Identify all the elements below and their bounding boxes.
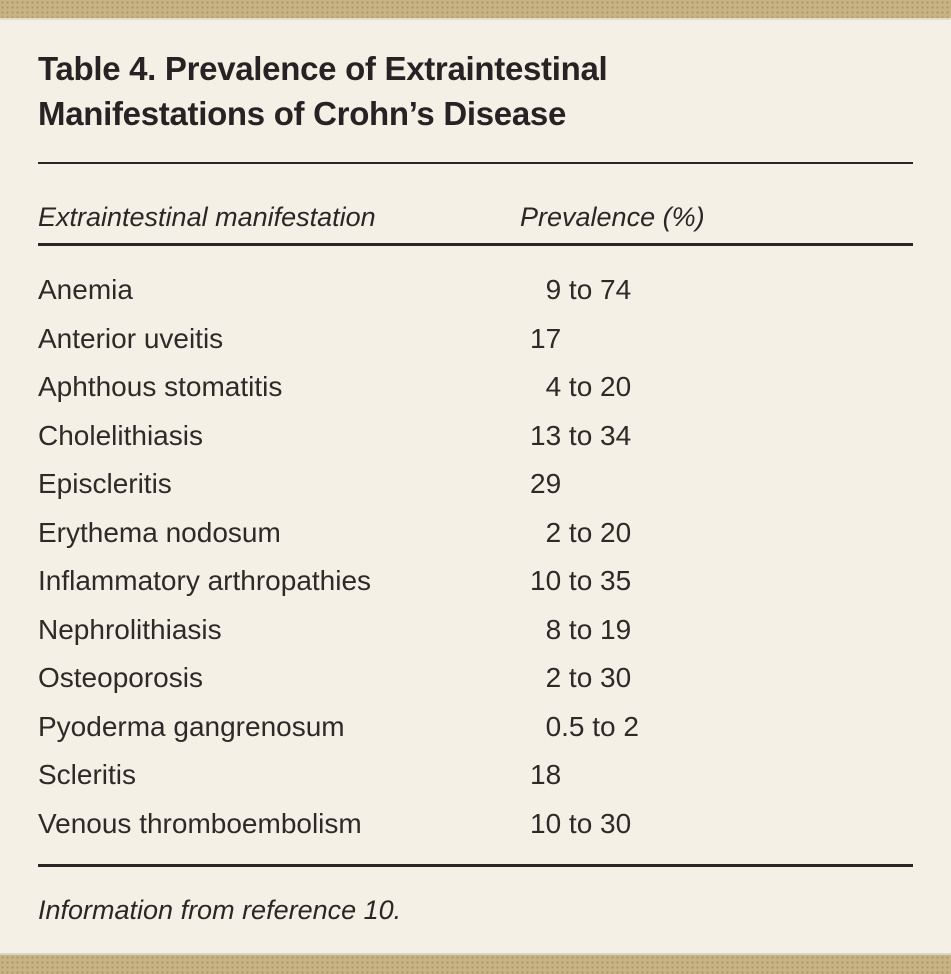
prevalence-cell: 13 to 34 [530, 419, 632, 451]
manifestation-cell: Anemia [38, 274, 133, 306]
manifestation-cell: Pyoderma gangrenosum [38, 710, 345, 742]
table-row [38, 509, 913, 558]
table-title-line1: Table 4. Prevalence of Extraintestinal [38, 50, 608, 87]
prevalence-cell: 4 to 20 [530, 371, 632, 403]
table-row [38, 460, 913, 509]
prevalence-cell: 10 to 35 [530, 565, 632, 597]
manifestation-cell: Aphthous stomatitis [38, 371, 283, 403]
divider-header [38, 243, 913, 246]
prevalence-cell: 29 [530, 468, 562, 500]
manifestation-cell: Nephrolithiasis [38, 613, 222, 645]
manifestation-cell: Cholelithiasis [38, 419, 203, 451]
prevalence-cell: 10 to 30 [530, 807, 632, 839]
column-header-prevalence: Prevalence (%) [520, 202, 705, 232]
top-accent-bar [0, 0, 951, 20]
prevalence-cell: 18 [530, 759, 562, 791]
table-row [38, 266, 913, 315]
table-row [38, 606, 913, 655]
table-row [38, 363, 913, 412]
table-footnote: Information from reference 10. [38, 895, 402, 925]
manifestation-cell: Erythema nodosum [38, 516, 281, 548]
prevalence-cell: 8 to 19 [530, 613, 632, 645]
manifestation-cell: Osteoporosis [38, 662, 203, 694]
manifestation-cell: Inflammatory arthropathies [38, 565, 372, 597]
column-header-manifestation: Extraintestinal manifestation [38, 202, 376, 232]
manifestation-cell: Scleritis [38, 759, 137, 791]
prevalence-cell: 2 to 30 [530, 662, 632, 694]
prevalence-cell: 9 to 74 [530, 274, 632, 306]
table-row [38, 557, 913, 606]
manifestation-cell: Venous thromboembolism [38, 807, 362, 839]
manifestation-cell: Anterior uveitis [38, 322, 224, 354]
table-title [38, 46, 918, 136]
bottom-accent-bar [0, 953, 951, 974]
table-row [38, 315, 913, 364]
divider-top [38, 162, 913, 164]
table-row [38, 412, 913, 461]
table-title-line2: Manifestations of Crohn’s Disease [38, 95, 566, 132]
prevalence-cell: 17 [530, 322, 562, 354]
prevalence-cell: 0.5 to 2 [530, 710, 639, 742]
table-row [38, 800, 913, 849]
manifestation-cell: Episcleritis [38, 468, 172, 500]
prevalence-cell: 2 to 20 [530, 516, 632, 548]
table-row [38, 703, 913, 752]
column-headers [38, 202, 913, 233]
divider-bottom [38, 864, 913, 867]
table-row [38, 751, 913, 800]
table-row [38, 654, 913, 703]
table-body [38, 266, 913, 848]
